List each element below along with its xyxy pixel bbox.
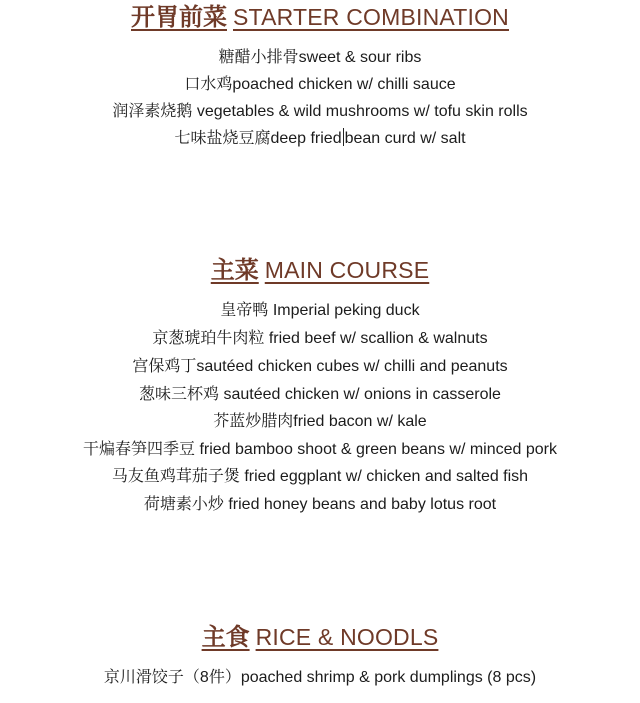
menu-item: 糖醋小排骨sweet & sour ribs: [218, 49, 422, 66]
section-header-main-course: [0, 255, 640, 289]
section-title-en: RICE & NOODLS: [255, 624, 439, 650]
menu-item: 葱味三杯鸡 sautéed chicken w/ onions in casserole: [139, 386, 501, 403]
section-title-cn: 主食: [201, 624, 250, 651]
menu-item-text-after: bean curd w/ salt: [344, 130, 466, 147]
section-header-text: [210, 257, 430, 284]
section-title-en: MAIN COURSE: [264, 257, 430, 283]
menu-item: 荷塘素小炒 fried honey beans and baby lotus root: [143, 496, 497, 513]
text-cursor: [343, 128, 344, 146]
section-header-starter: [0, 2, 640, 36]
section-header-text: [201, 624, 439, 651]
section-header-rice-noodles: [0, 622, 640, 656]
menu-item: 宫保鸡丁sautéed chicken cubes w/ chilli and peanuts: [132, 358, 508, 375]
menu-item: 口水鸡poached chicken w/ chilli sauce: [184, 76, 456, 93]
section-header-text: [131, 4, 509, 31]
section-title-en: STARTER COMBINATION: [233, 4, 509, 30]
menu-item: 芥蓝炒腊肉fried bacon w/ kale: [213, 413, 427, 430]
menu-item: 干煸春笋四季豆 fried bamboo shoot & green beans w/ minced pork: [83, 441, 557, 458]
menu-item: [0, 125, 640, 152]
menu-item: 京川滑饺子（8件）poached shrimp & pork dumplings (8 pcs): [103, 669, 537, 686]
menu-item: 皇帝鸭 Imperial peking duck: [220, 302, 420, 319]
menu-item: 京葱琥珀牛肉粒 fried beef w/ scallion & walnuts: [152, 330, 488, 347]
section-title-cn: 主菜: [210, 257, 259, 284]
section-title-cn: 开胃前菜: [131, 4, 227, 31]
menu-item-text: 七味盐烧豆腐deep fried: [174, 130, 342, 147]
menu-item: 润泽素烧鹅 vegetables & wild mushrooms w/ tofu skin rolls: [112, 103, 528, 120]
menu-item: 马友鱼鸡茸茄子煲 fried eggplant w/ chicken and salted fish: [111, 468, 529, 485]
